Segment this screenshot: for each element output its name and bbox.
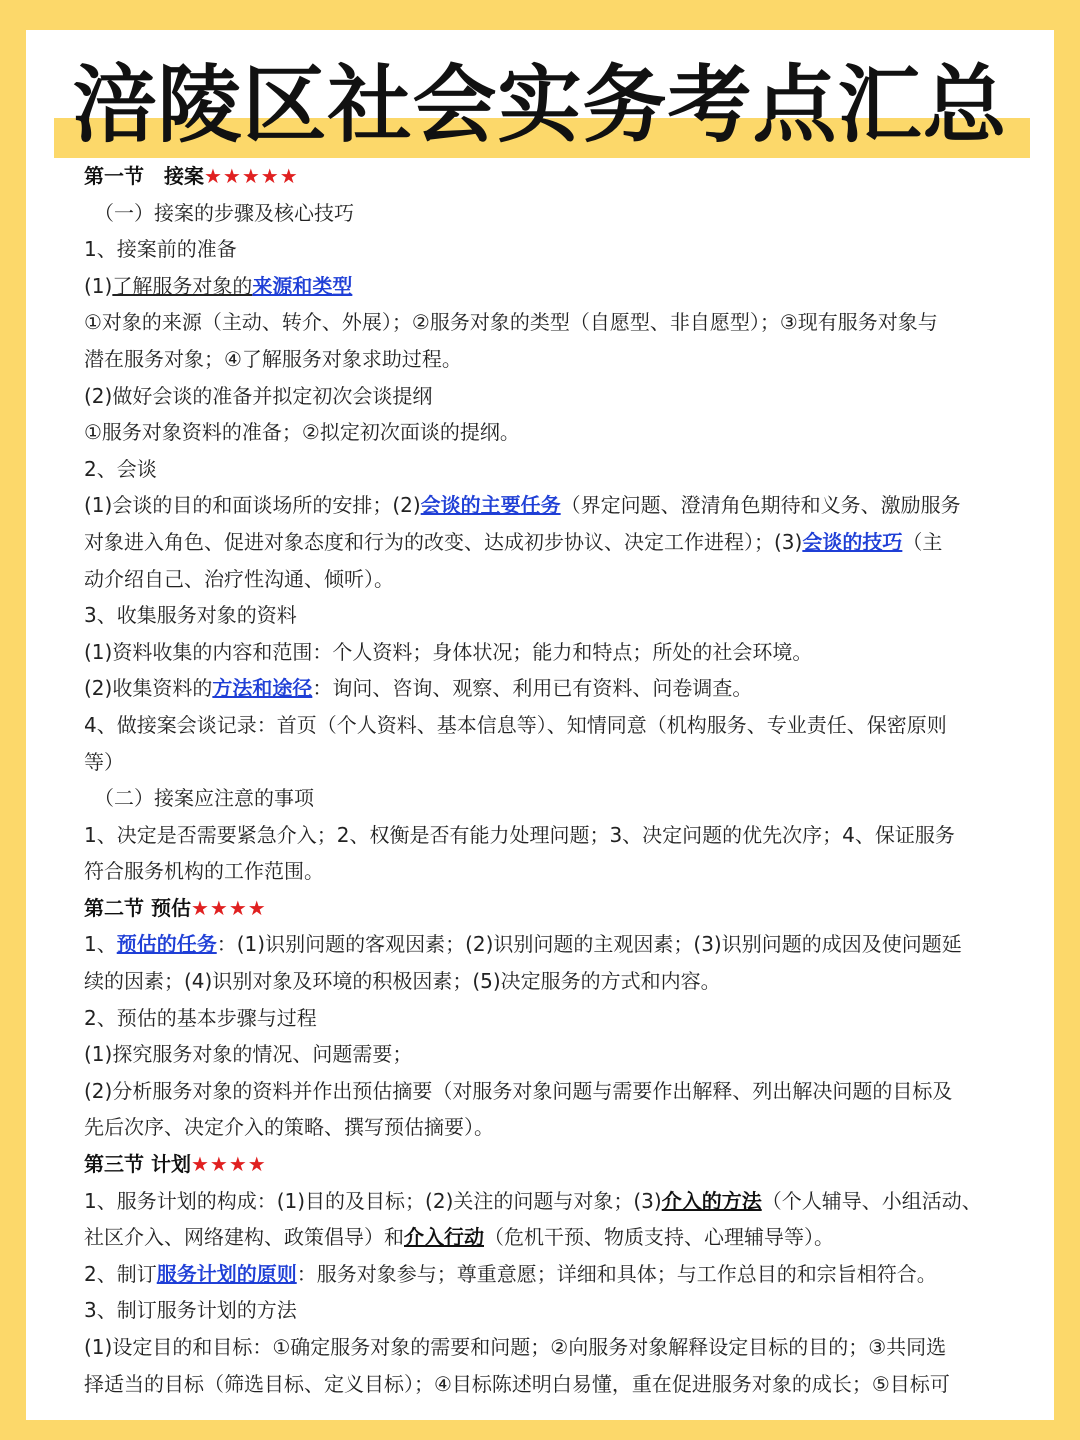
text-line: 等） (84, 749, 124, 774)
rating-stars: ★★★★ (190, 1152, 267, 1177)
text-line (84, 268, 1004, 305)
text-line: 1、接案前的准备 (84, 237, 237, 262)
content-card (26, 30, 1054, 1420)
section-title: 第二节 预估 (84, 895, 191, 920)
section-title: 第一节 接案 (84, 164, 204, 188)
text-segment: （个人辅导、小组活动、 (761, 1188, 982, 1213)
text-segment: 对象进入角色、促进对象态度和行为的改变、达成初步协议、决定工作进程）；(3) (84, 529, 803, 554)
text-line: 4、做接案会谈记录：首页（个人资料、基本信息等）、知情同意（机构服务、专业责任、保密原则 (84, 712, 947, 737)
text-line: (1)资料收集的内容和范围：个人资料；身体状况；能力和特点；所处的社会环境。 (84, 639, 813, 664)
text-segment: 1、服务计划的构成：(1)目的及目标；(2)关注的问题与对象；(3) (84, 1188, 662, 1213)
text-line: 续的因素；(4)识别对象及环境的积极因素；(5)决定服务的方式和内容。 (84, 969, 721, 994)
section-heading (84, 1146, 1004, 1183)
key-term: 服务计划的原则 (156, 1261, 297, 1286)
notes-body (84, 158, 1004, 1402)
text-line: 3、收集服务对象的资料 (84, 603, 297, 628)
text-line: ①对象的来源（主动、转介、外展）；②服务对象的类型（自愿型、非自愿型）；③现有服务对象与 (84, 310, 938, 335)
text-segment: (1) (84, 273, 113, 298)
text-line: (1)设定目的和目标：①确定服务对象的需要和问题；②向服务对象解释设定目标的目的；③共同选 (84, 1335, 947, 1359)
text-segment: （界定问题、澄清角色期待和义务、激励服务 (560, 493, 961, 518)
section-title: 第三节 计划 (84, 1152, 191, 1177)
text-segment: ：(1)识别问题的客观因素；(2)识别问题的主观因素；(3)识别问题的成因及使问题延 (216, 932, 962, 957)
text-segment: ：询问、咨询、观察、利用已有资料、问卷调查。 (312, 676, 753, 701)
text-line (84, 524, 1004, 561)
key-term: 会谈的主要任务 (420, 493, 561, 518)
key-term: 来源和类型 (252, 273, 353, 298)
text-segment: 社区介入、网络建构、政策倡导）和 (84, 1225, 404, 1250)
text-segment: ：服务对象参与；尊重意愿；详细和具体；与工作总目的和宗旨相符合。 (296, 1261, 937, 1286)
section-heading (84, 158, 1004, 195)
text-line: 动介绍自己、治疗性沟通、倾听）。 (84, 566, 394, 591)
text-line: 符合服务机构的工作范围。 (84, 859, 324, 884)
text-segment: (1)会谈的目的和面谈场所的安排；(2) (84, 493, 421, 518)
text-segment: 2、制订 (84, 1261, 157, 1286)
text-line (84, 1219, 1004, 1256)
text-line: 择适当的目标（筛选目标、定义目标）；④目标陈述明白易懂，重在促进服务对象的成长；⑤目标可 (84, 1371, 950, 1396)
text-line (84, 670, 1004, 707)
rating-stars: ★★★★★ (204, 164, 299, 188)
text-line: 先后次序、决定介入的策略、撰写预估摘要）。 (84, 1115, 494, 1140)
key-term: 会谈的技巧 (802, 529, 903, 554)
text-line: (2)分析服务对象的资料并作出预估摘要（对服务对象问题与需要作出解释、列出解决问题的目标及 (84, 1078, 953, 1103)
rating-stars: ★★★★ (190, 895, 267, 920)
key-term-underlined: 介入行动 (404, 1225, 484, 1250)
section-heading (84, 890, 1004, 927)
key-term: 方法和途径 (212, 676, 313, 701)
key-term: 预估的任务 (116, 932, 217, 957)
text-segment: （危机干预、物质支持、心理辅导等）。 (484, 1225, 834, 1250)
text-line (84, 926, 1004, 963)
underlined-text: 了解服务对象的 (112, 273, 253, 298)
key-term-underlined: 介入的方法 (661, 1188, 762, 1213)
text-segment: （主 (902, 529, 943, 554)
text-line: ①服务对象资料的准备；②拟定初次面谈的提纲。 (84, 420, 520, 445)
text-line (84, 487, 1004, 524)
text-line: 1、决定是否需要紧急介入；2、权衡是否有能力处理问题；3、决定问题的优先次序；4、保证服务 (84, 822, 955, 847)
text-segment: 1、 (84, 932, 117, 957)
text-line (84, 1183, 1004, 1220)
page-title: 涪陵区社会实务考点汇总 (72, 56, 1008, 154)
text-line: (2)做好会谈的准备并拟定初次会谈提纲 (84, 383, 433, 408)
subheading: （二）接案应注意的事项 (94, 786, 314, 811)
text-line: 2、会谈 (84, 456, 157, 481)
text-line: 3、制订服务计划的方法 (84, 1298, 297, 1323)
text-line: 2、预估的基本步骤与过程 (84, 1005, 317, 1030)
text-line (84, 1256, 1004, 1293)
subheading: （一）接案的步骤及核心技巧 (94, 200, 354, 225)
title-banner (26, 50, 1054, 160)
text-line: (1)探究服务对象的情况、问题需要； (84, 1042, 413, 1067)
text-segment: (2)收集资料的 (84, 676, 213, 701)
text-line: 潜在服务对象；④了解服务对象求助过程。 (84, 346, 462, 371)
